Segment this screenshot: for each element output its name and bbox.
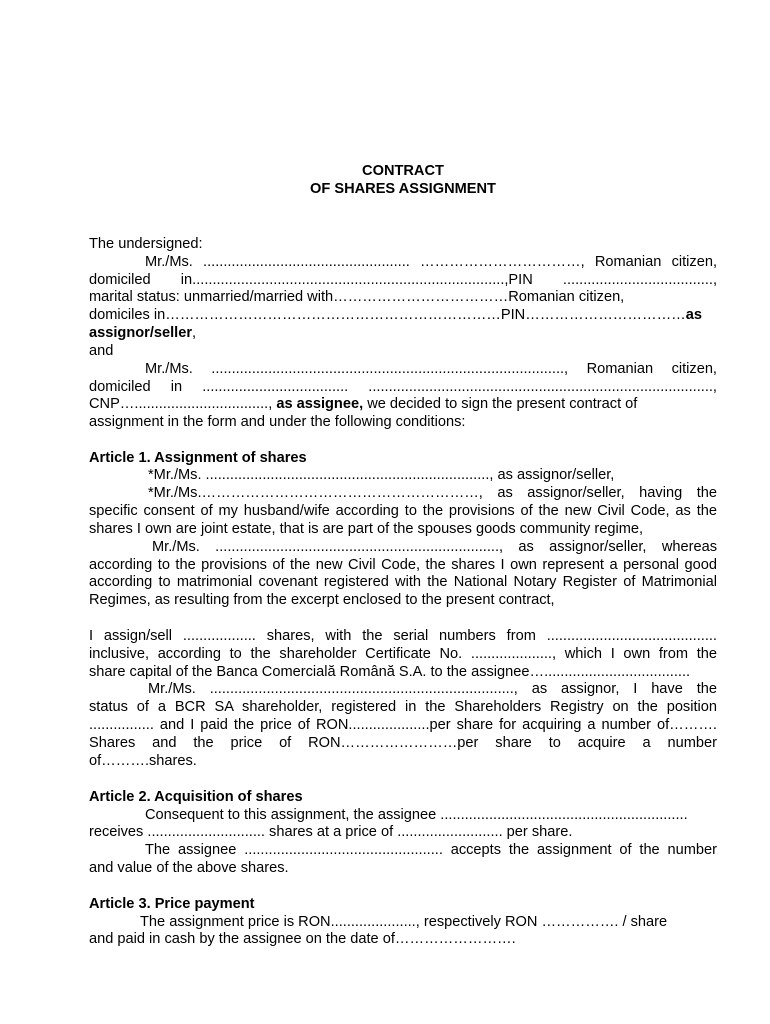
- article-3-heading: Article 3. Price payment: [89, 896, 255, 912]
- intro-line: Mr./Ms. ......................................................................................., Romanian citizen,: [145, 361, 717, 377]
- contract-title: CONTRACT: [362, 163, 444, 179]
- article-1-line: share capital of the Banca Comercială Română S.A. to the assignee…....................................: [89, 664, 691, 680]
- article-2-heading: Article 2. Acquisition of shares: [89, 789, 303, 805]
- article-1-line: *Mr./Ms. ......................................................................, as assignor/seller,: [148, 467, 615, 483]
- intro-line: [89, 395, 637, 413]
- article-2-line: Consequent to this assignment, the assignee .............................................................: [145, 807, 688, 823]
- intro-line: [89, 306, 702, 324]
- article-2-line: and value of the above shares.: [89, 860, 289, 876]
- intro-bold-text: assignor/seller: [89, 325, 193, 341]
- article-1-line: Mr./Ms. ..........................................................................., as assignor, I have the: [148, 681, 717, 697]
- article-1-line: Shares and the price of RON……………………per share to acquire a number: [89, 735, 717, 751]
- intro-line: domiciled in .................................... .....................................................................................,: [89, 379, 717, 395]
- article-1-line: Mr./Ms. ......................................................................, as assignor/seller, whereas: [152, 539, 717, 555]
- article-2-line: receives ............................. shares at a price of .......................... per share.: [89, 824, 573, 840]
- intro-text: domiciles in……………………………………………………………PIN……………………………: [89, 307, 686, 323]
- intro-line: and: [89, 343, 114, 359]
- article-1-line: ................ and I paid the price of RON....................per share for acquiring a number of……….: [89, 717, 717, 733]
- article-1-line: shares I own are joint estate, that is are part of the spouses goods community regime,: [89, 521, 644, 537]
- intro-line: marital status: unmarried/married with………………………………Romanian citizen,: [89, 289, 625, 305]
- article-3-line: and paid in cash by the assignee on the date of…………………….: [89, 931, 516, 947]
- intro-text: CNP….................................,: [89, 396, 277, 412]
- article-1-line: according to the provisions of the new Civil Code, the shares I own represent a personal good: [89, 557, 717, 573]
- article-1-line: according to matrimonial covenant registered with the National Notary Register of Matrimonial: [89, 574, 717, 590]
- intro-bold-text: as: [685, 307, 702, 323]
- intro-line: assignment in the form and under the following conditions:: [89, 414, 466, 430]
- article-1-line: Regimes, as resulting from the excerpt enclosed to the present contract,: [89, 592, 555, 608]
- intro-text: ,: [192, 325, 197, 341]
- article-1-line: of……….shares.: [89, 753, 197, 769]
- intro-text: we decided to sign the present contract of: [363, 396, 638, 412]
- article-1-line: specific consent of my husband/wife according to the provisions of the new Civil Code, as the: [89, 503, 717, 519]
- article-1-line: status of a BCR SA shareholder, registered in the Shareholders Registry on the position: [89, 699, 717, 715]
- article-2-line: The assignee ................................................. accepts the assignment of the number: [145, 842, 717, 858]
- article-1-line: I assign/sell .................. shares, with the serial numbers from ..........................................: [89, 628, 717, 644]
- intro-line: The undersigned:: [89, 236, 203, 252]
- article-1-line: *Mr./Ms.…………………………………………………, as assignor/seller, having the: [148, 485, 717, 501]
- intro-line: [89, 324, 196, 342]
- intro-bold-text: as assignee,: [276, 396, 364, 412]
- article-1-heading: Article 1. Assignment of shares: [89, 450, 307, 466]
- article-1-line: inclusive, according to the shareholder Certificate No. ...................., which I own from the: [89, 646, 717, 662]
- contract-subtitle: OF SHARES ASSIGNMENT: [310, 181, 496, 197]
- intro-line: domiciled in.............................................................................,PIN .....................................,: [89, 272, 717, 288]
- article-3-line: The assignment price is RON....................., respectively RON ……………. / share: [140, 914, 668, 930]
- intro-line: Mr./Ms. ................................................... ……………………………, Romanian citizen,: [145, 254, 717, 270]
